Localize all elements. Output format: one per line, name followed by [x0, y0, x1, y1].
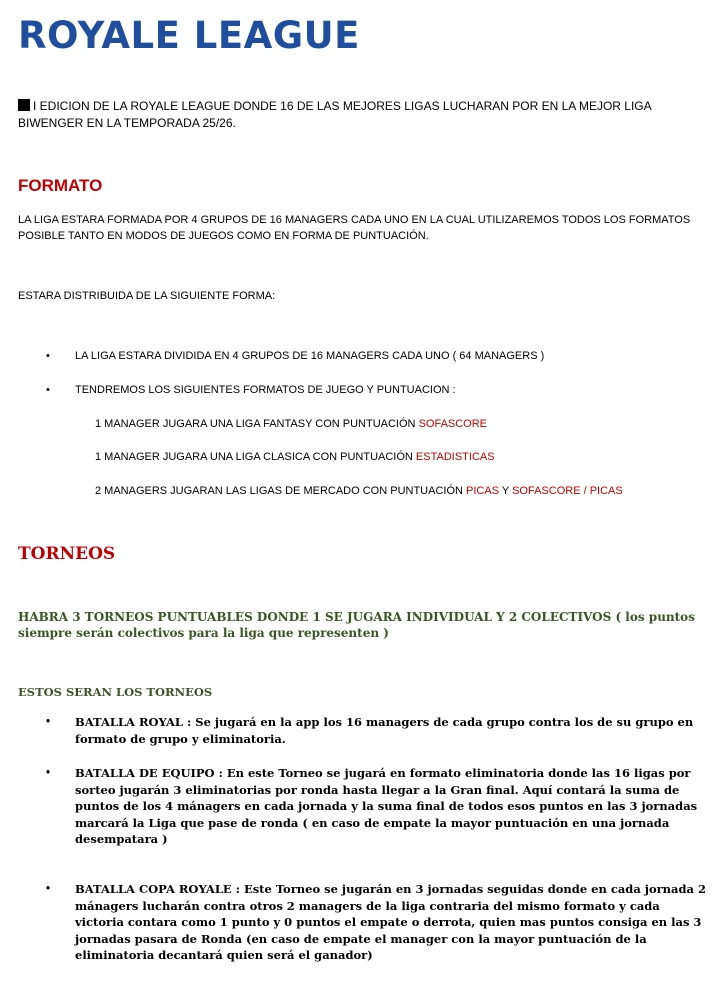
bullet-icon: • [46, 716, 51, 728]
distribution-intro: ESTARA DISTRIBUIDA DE LA SIGUIENTE FORMA: [18, 290, 276, 302]
format-clasica: 1 MANAGER JUGARA UNA LIGA CLASICA CON PUNTUACIÓN ESTADISTICAS [95, 451, 495, 463]
torneos-heading: TORNEOS [18, 544, 116, 564]
torneos-subheading: ESTOS SERAN LOS TORNEOS [18, 685, 213, 699]
estadisticas-highlight: ESTADISTICAS [415, 451, 495, 463]
format-mercado: 2 MANAGERS JUGARAN LAS LIGAS DE MERCADO CON PUNTUACIÓN PICAS Y SOFASCORE / PICAS [95, 485, 623, 497]
intro-text: I EDICION DE LA ROYALE LEAGUE DONDE 16 DE LAS MEJORES LIGAS LUCHARAN POR EN LA MEJOR LIGA BIWENGER EN LA TEMPORADA 25/26. [18, 99, 651, 130]
list-item-text: LA LIGA ESTARA DIVIDIDA EN 4 GRUPOS DE 16 MANAGERS CADA UNO ( 64 MANAGERS ) [75, 350, 545, 362]
torneos-intro: HABRA 3 TORNEOS PUNTUABLES DONDE 1 SE JUGARA INDIVIDUAL Y 2 COLECTIVOS ( los puntos siempre serán colectivos para la liga que representen ) [18, 610, 695, 640]
tournament-batalla-equipo: BATALLA DE EQUIPO : En este Torneo se jugará en formato eliminatoria donde las 16 ligas por sorteo jugarán 3 eliminatorias por ronda hasta llegar a la Gran final. Aquí contará la suma de puntos de los 4 mánagers en cada jornada y la suma final de todos esos puntos en las 3 jornadas marcará la Liga que pase de ronda ( en caso de empate la mayor puntuación en una jornada desempatara ) [75, 766, 698, 846]
format-fantasy: 1 MANAGER JUGARA UNA LIGA FANTASY CON PUNTUACIÓN SOFASCORE [95, 418, 488, 430]
sofascore-picas-highlight: SOFASCORE / PICAS [512, 485, 623, 497]
black-square-icon [18, 99, 30, 111]
intro-paragraph [18, 98, 708, 132]
list-item-text: TENDREMOS LOS SIGUIENTES FORMATOS DE JUEGO Y PUNTUACION : [75, 384, 456, 396]
formato-paragraph: LA LIGA ESTARA FORMADA POR 4 GRUPOS DE 16 MANAGERS CADA UNO EN LA CUAL UTILIZAREMOS TODOS LOS FORMATOS POSIBLE TANTO EN MODOS DE JUEGOS COMO EN FORMA DE PUNTUACIÓN. [18, 214, 691, 242]
bullet-icon: • [46, 883, 51, 895]
tournament-batalla-royal: BATALLA ROYAL : Se jugará en la app los 16 managers de cada grupo contra los de su grupo en formato de grupo y eliminatoria. [75, 715, 694, 746]
picas-highlight: PICAS [466, 485, 500, 497]
bullet-icon: • [46, 350, 50, 362]
sofascore-highlight: SOFASCORE [418, 418, 488, 430]
bullet-icon: • [46, 384, 50, 396]
page-title: ROYALE LEAGUE [18, 14, 360, 57]
formato-heading: FORMATO [18, 176, 103, 195]
tournament-copa-royale: BATALLA COPA ROYALE : Este Torneo se jugarán en 3 jornadas seguidas donde en cada jornada 2 mánagers lucharán contra otros 2 managers de la liga contraria del mismo formato y cada victoria contara como 1 punto y 0 puntos el empate o derrota, quien mas puntos consiga en las 3 jornadas pasara de Ronda (en caso de empate el manager con la mayor puntuación de la eliminatoria decantará quien será el ganador) [75, 882, 706, 962]
bullet-icon: • [46, 767, 51, 779]
